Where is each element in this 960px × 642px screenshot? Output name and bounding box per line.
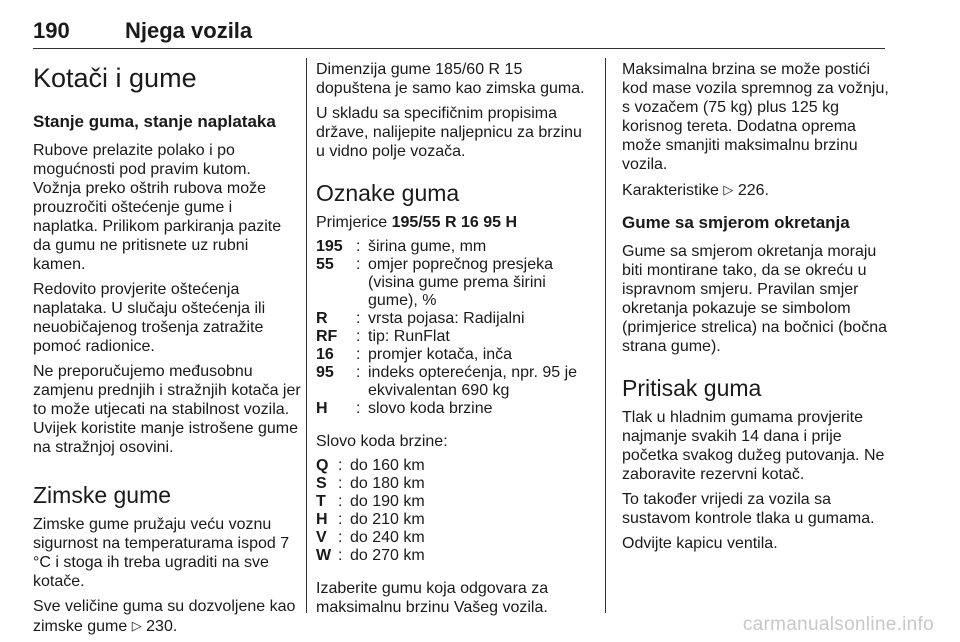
row-key: H [316,511,328,528]
row-separator: : [356,346,361,363]
paragraph: To također vrijedi za vozila sa sustavom kontrole tlaka u gumama. [622,491,875,527]
row-separator: : [338,475,343,492]
row-value: omjer poprečnog presjeka (visina gume prema širini gume), % [368,256,553,309]
row-separator: : [356,328,361,345]
row-value: do 160 km [350,457,425,474]
row-key: 195 [316,238,343,255]
tyre-markings-heading: Oznake guma [316,180,460,206]
row-key: T [316,493,326,510]
table-row [316,328,592,346]
page-header [33,8,885,49]
speed-code-table [316,457,425,565]
column-1 [33,60,301,642]
paragraph: Maksimalna brzina se može postići kod mase vozila spremnog za vožnju, s vozačem (75 kg) plus 125 kg korisnog tereta. Dodatna oprema može smanjiti maksimalnu brzinu vozila. [622,61,889,173]
paragraph: Tlak u hladnim gumama provjerite najmanje svakih 14 dana i prije početka svakog dužeg putovanja. Ne zaboravite rezervni kotač. [622,409,885,483]
page-reference-link[interactable]: 226. [737,182,769,199]
speed-code-label: Slovo koda brzine: [316,433,448,450]
row-separator: : [338,529,343,546]
page-reference-icon: ▷ [723,182,734,197]
row-value: promjer kotača, inča [368,346,513,363]
row-key: W [316,547,332,564]
paragraph: Izaberite gumu koja odgovara za maksimalnu brzinu Vašeg vozila. [316,580,549,616]
paragraph: Redovito provjerite oštećenja naplataka. U slučaju oštećenja ili neuobičajenog trošenja zatražite pomoć radionice. [33,281,266,355]
table-row [316,256,592,310]
row-separator: : [356,256,361,273]
table-row [316,475,425,493]
watermark-logo: carmanualsonline.info [742,614,934,635]
paragraph: Zimske gume pružaju veću voznu sigurnost na temperaturama ispod 7 °C i stoga ih treba ugraditi na sve kotače. [33,516,290,590]
page-reference-link[interactable]: 230. [146,618,178,635]
row-value: do 270 km [350,547,425,564]
row-value: do 190 km [350,493,425,510]
row-key: R [316,310,328,327]
row-key: Q [316,457,329,474]
column-divider [306,58,307,613]
winter-tyres-heading: Zimske gume [33,482,172,508]
table-row [316,511,425,529]
section-title: Kotači i gume [33,63,197,93]
table-row [316,310,592,328]
example-label: Primjerice [316,214,388,231]
row-key: H [316,400,328,417]
row-separator: : [356,400,361,417]
table-row [316,457,425,475]
row-key: 95 [316,364,334,381]
paragraph: U skladu sa specifičnim propisima države, nalijepite naljepnicu za brzinu u vidno polje vozača. [316,105,582,160]
table-row [316,346,592,364]
table-row [316,238,592,256]
table-row [316,529,425,547]
table-row [316,493,425,511]
row-separator: : [338,547,343,564]
paragraph: Dimenzija gume 185/60 R 15 dopuštena je samo kao zimska guma. [316,61,585,97]
row-value: slovo koda brzine [368,400,493,417]
paragraph-text: Sve veličine guma su dozvoljene kao zimske gume [33,598,296,635]
row-key: V [316,529,327,546]
paragraph: Odvijte kapicu ventila. [622,535,778,552]
paragraph: Rubove prelazite polako i po mogućnosti pod pravim kutom. Vožnja preko oštrih rubova može prouzročiti oštećenje gume i naplatka. Prilikom parkiranja pazite da gumu ne pritisnete uz rubni kamen. [33,142,282,273]
paragraph: Ne preporučujemo međusobnu zamjenu prednjih i stražnjih kotača jer to može utjecati na stabilnost vozila. Uvijek koristite manje istrošene gume na stražnjoj osovini. [33,363,301,456]
example-value: 195/55 R 16 95 H [391,214,517,231]
row-key: 55 [316,256,334,273]
page-reference-icon: ▷ [131,618,142,633]
paragraph-text: Karakteristike [622,182,719,199]
row-separator: : [356,364,361,381]
row-separator: : [356,238,361,255]
column-3 [622,60,892,559]
row-value: indeks opterećenja, npr. 95 je ekvivalentan 690 kg [368,364,578,399]
example-line [316,213,592,232]
paragraph: Gume sa smjerom okretanja moraju biti montirane tako, da se okreću u ispravnom smjeru. Pravilan smjer okretanja pokazuje se simbolom (primjerice strelica) na bočnici (bočna strana gume). [622,243,887,355]
tyre-pressure-heading: Pritisak guma [622,375,762,401]
row-value: širina gume, mm [368,238,487,255]
chapter-title: Njega vozila [125,18,253,43]
directional-tyres-heading: Gume sa smjerom okretanja [622,213,850,232]
row-key: 16 [316,346,334,363]
row-key: S [316,475,327,492]
row-value: do 210 km [350,511,425,528]
row-separator: : [356,310,361,327]
row-separator: : [338,457,343,474]
paragraph [33,597,301,636]
table-row [316,547,425,565]
tyre-condition-heading: Stanje guma, stanje naplataka [33,112,276,131]
row-separator: : [338,511,343,528]
column-divider [605,58,606,613]
paragraph [622,180,892,200]
row-key: RF [316,328,338,345]
page-number: 190 [33,18,70,43]
table-row [316,400,592,418]
row-value: do 180 km [350,475,425,492]
row-value: tip: RunFlat [368,328,450,345]
tyre-marking-table [316,238,592,418]
table-row [316,364,592,400]
column-2 [316,60,592,623]
row-separator: : [338,493,343,510]
row-value: do 240 km [350,529,425,546]
row-value: vrsta pojasa: Radijalni [368,310,525,327]
